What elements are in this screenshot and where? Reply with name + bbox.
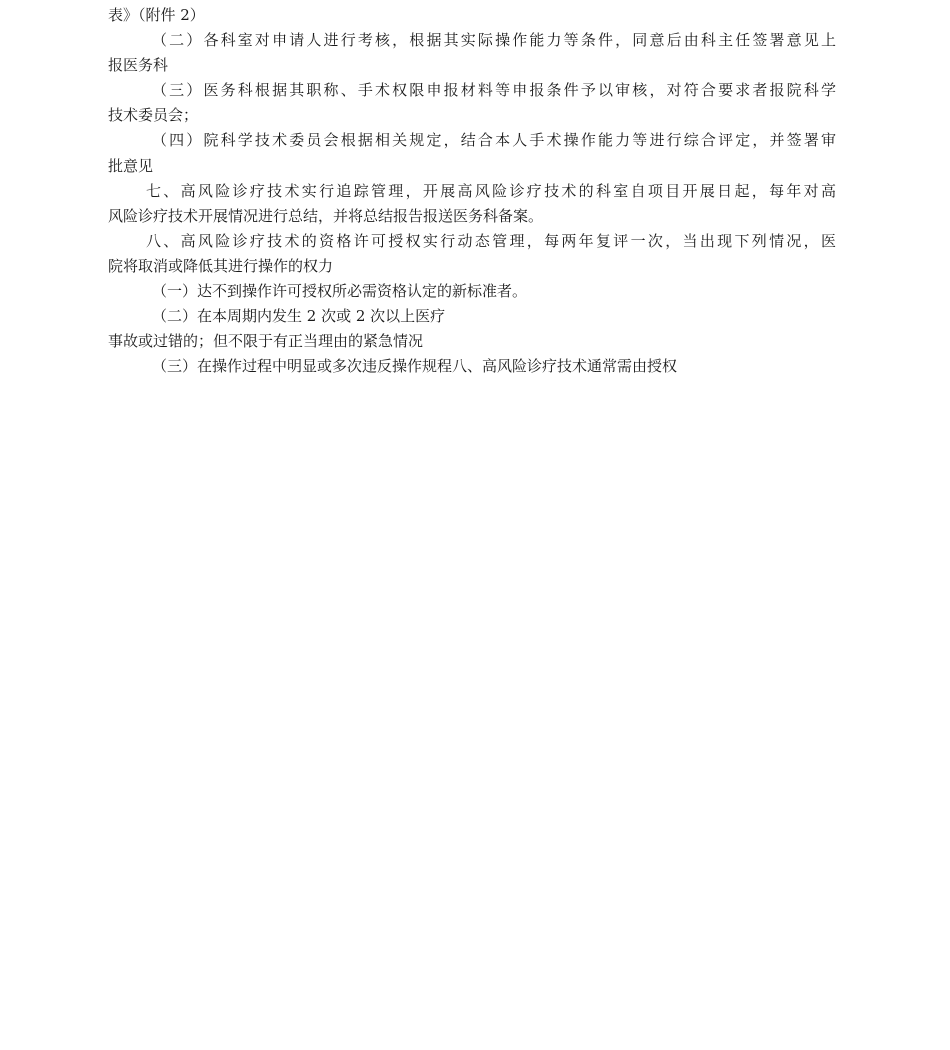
text-line: （三）医务科根据其职称、手术权限申报材料等申报条件予以审核，对符合要求者报院科学 — [152, 81, 836, 100]
text-line: （三）在操作过程中明显或多次违反操作规程八、高风险诊疗技术通常需由授权 — [152, 357, 678, 376]
text-line: 报医务科 — [108, 56, 169, 75]
text-line: 事故或过错的；但不限于有正当理由的紧急情况 — [108, 332, 424, 351]
text-line: 技术委员会； — [108, 106, 199, 125]
text-line: （二）各科室对申请人进行考核，根据其实际操作能力等条件，同意后由科主任签署意见上 — [152, 31, 836, 50]
text-line: （二）在本周期内发生 2 次或 2 次以上医疗 — [152, 307, 446, 326]
text-line: 七、高风险诊疗技术实行追踪管理，开展高风险诊疗技术的科室自项目开展日起，每年对高 — [146, 181, 836, 200]
document-body — [108, 3, 836, 379]
text-line: （一）达不到操作许可授权所必需资格认定的新标准者。 — [152, 282, 528, 301]
text-line: 风险诊疗技术开展情况进行总结，并将总结报告报送医务科备案。 — [108, 206, 544, 225]
text-line: 院将取消或降低其进行操作的权力 — [108, 256, 334, 275]
text-line: 表》（附件 2） — [108, 6, 205, 24]
text-line: 八、高风险诊疗技术的资格许可授权实行动态管理，每两年复评一次，当出现下列情况，医 — [146, 231, 836, 250]
text-line: 批意见 — [108, 156, 154, 175]
text-line: （四）院科学技术委员会根据相关规定，结合本人手术操作能力等进行综合评定，并签署审 — [152, 131, 836, 150]
